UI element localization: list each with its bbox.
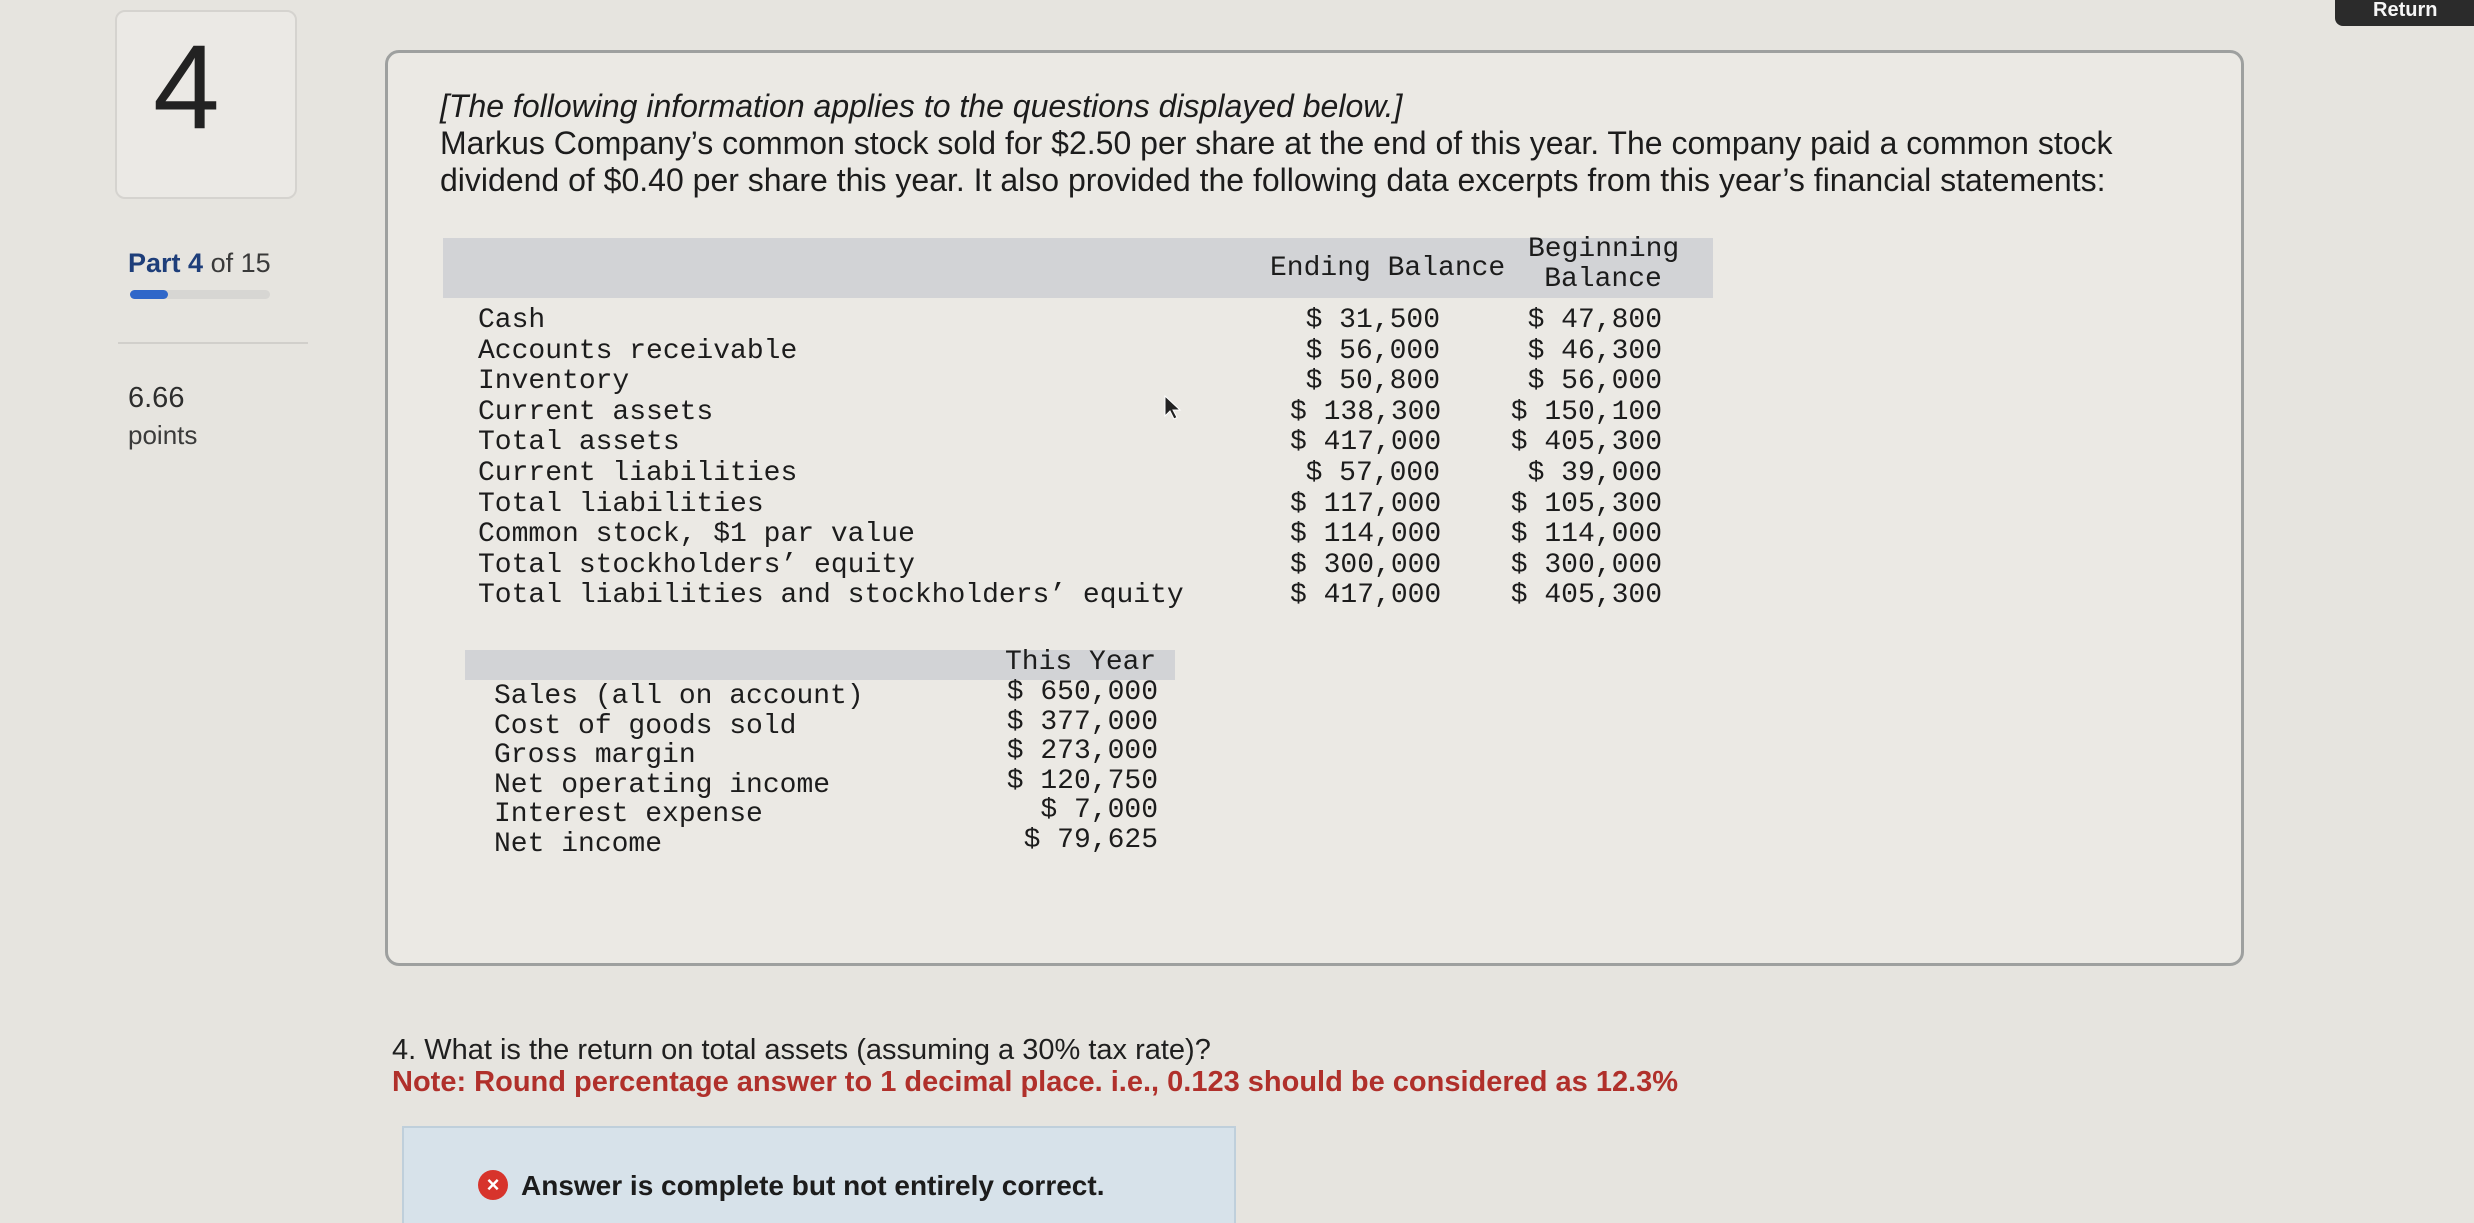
mouse-cursor-icon — [1163, 394, 1185, 420]
table-cell: $ 120,750 — [1006, 765, 1158, 797]
table-row-label: Total liabilities — [478, 488, 764, 520]
table-cell: $ 650,000 — [1006, 677, 1158, 708]
table-cell: $ 405,300 — [1510, 427, 1662, 459]
table-row-label: Net operating income — [494, 769, 831, 801]
table-cell: $ 138,300 — [1290, 396, 1442, 428]
table-cell: $ 377,000 — [1006, 706, 1158, 738]
table-row-label: Accounts receivable — [478, 335, 798, 367]
answer-status-text: Answer is complete but not entirely correct. — [521, 1170, 1105, 1201]
table-row-label: Cost of goods sold — [494, 710, 797, 742]
table-cell: $ 405,300 — [1510, 580, 1662, 612]
table-cell: $ 46,300 — [1527, 335, 1662, 367]
table-cell: $ 417,000 — [1290, 580, 1442, 612]
table-cell: $ 7,000 — [1040, 795, 1158, 826]
ending-balance-values — [1290, 306, 1440, 612]
part-indicator — [128, 248, 271, 279]
table-cell: $ 56,000 — [1527, 366, 1662, 398]
table-row-label: Current assets — [478, 396, 714, 428]
rail-divider — [118, 342, 308, 344]
table-cell: $ 105,300 — [1510, 488, 1662, 520]
part-prefix: Part — [128, 248, 181, 278]
table-cell: $ 300,000 — [1510, 549, 1662, 581]
table-row-label: Total assets — [478, 427, 680, 459]
col-beginning-line-1: Beginning — [1528, 234, 1680, 265]
col-ending-balance: Ending Balance — [1270, 253, 1506, 284]
part-current: 4 — [188, 248, 204, 278]
table-cell: $ 114,000 — [1290, 519, 1442, 551]
balance-sheet-header — [443, 238, 1713, 298]
table-cell: $ 300,000 — [1290, 549, 1442, 581]
table-row-label: Net income — [494, 828, 663, 860]
intro-lead: [The following information applies to the questions displayed below.] — [440, 88, 1403, 124]
table-cell: $ 273,000 — [1006, 736, 1158, 767]
intro-text — [440, 88, 2160, 199]
table-row-label: Cash — [478, 305, 546, 336]
table-row-label: Gross margin — [494, 740, 696, 771]
table-row-label: Total stockholders’ equity — [478, 549, 915, 581]
part-total: of 15 — [210, 248, 271, 278]
table-cell: $ 56,000 — [1305, 335, 1440, 367]
table-cell: $ 150,100 — [1510, 396, 1662, 428]
col-beginning-balance — [1528, 235, 1678, 295]
beginning-balance-values — [1510, 306, 1662, 612]
income-statement-labels — [494, 682, 864, 859]
table-cell: $ 57,000 — [1305, 457, 1440, 489]
table-row-label: Sales (all on account) — [494, 681, 864, 712]
table-cell: $ 47,800 — [1527, 305, 1662, 336]
table-cell: $ 31,500 — [1305, 305, 1440, 336]
intro-body: Markus Company’s common stock sold for $2.50 per share at the end of this year. The company paid a common stock dividend of $0.40 per share this year. It also provided the following data excerpts from this year’s financial statements: — [440, 125, 2113, 198]
return-button[interactable]: Return — [2335, 0, 2474, 26]
table-row-label: Total liabilities and stockholders’ equity — [478, 580, 1184, 612]
question-number: 4 — [153, 20, 220, 154]
table-row-label: Inventory — [478, 366, 630, 398]
table-cell: $ 117,000 — [1290, 488, 1442, 520]
this-year-values — [1000, 678, 1158, 855]
question-note: Note: Round percentage answer to 1 decimal place. i.e., 0.123 should be considered as 12.3% — [392, 1066, 1679, 1098]
table-row-label: Common stock, $1 par value — [478, 519, 915, 551]
balance-sheet-labels — [478, 306, 1184, 612]
col-this-year: This Year — [1005, 647, 1157, 678]
error-x-icon: × — [478, 1170, 508, 1200]
table-cell: $ 79,625 — [1023, 824, 1158, 856]
table-cell: $ 39,000 — [1527, 457, 1662, 489]
col-beginning-line-2: Balance — [1544, 264, 1662, 295]
points-label: points — [128, 420, 198, 450]
table-cell: $ 50,800 — [1305, 366, 1440, 398]
points-value: 6.66 — [128, 382, 185, 414]
table-row-label: Current liabilities — [478, 457, 798, 489]
table-cell: $ 114,000 — [1510, 519, 1662, 551]
table-cell: $ 417,000 — [1290, 427, 1442, 459]
part-progress-fill — [130, 290, 168, 299]
question-text: 4. What is the return on total assets (assuming a 30% tax rate)? — [392, 1034, 1211, 1066]
part-progress-bar — [130, 290, 270, 299]
table-row-label: Interest expense — [494, 799, 763, 830]
